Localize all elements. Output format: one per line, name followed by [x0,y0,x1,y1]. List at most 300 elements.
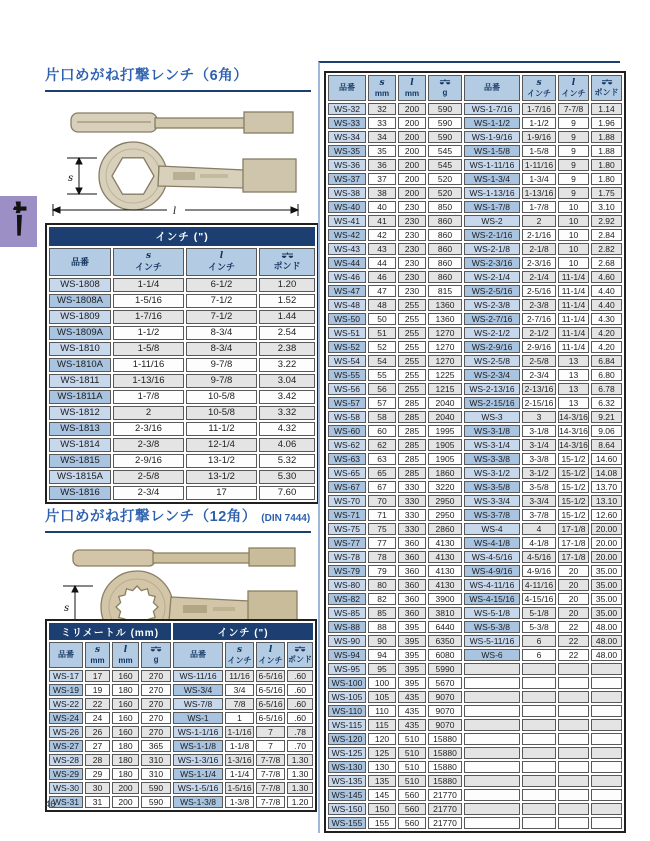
value-cell: 200 [398,145,426,157]
value-cell: 4.40 [591,285,622,297]
section-title-hex-text: 片口めがね打撃レンチ（6角） [45,68,249,84]
part-number-cell: WS-4 [464,523,520,535]
value-cell: 42 [368,229,396,241]
value-cell: 200 [398,131,426,143]
col-header-weight-g: g [141,642,171,668]
value-cell: 2-5/8 [522,355,556,367]
value-cell: 48.00 [591,649,622,661]
value-cell: .60 [287,712,313,724]
value-cell: 135 [368,775,396,787]
value-cell: 10-5/8 [186,406,257,420]
value-cell [522,691,556,703]
value-cell: 17-1/8 [558,523,589,535]
value-cell: 2.92 [591,215,622,227]
value-cell: 230 [398,271,426,283]
part-number-cell: WS-1813 [49,422,111,436]
value-cell: 21770 [428,803,462,815]
table-row [328,691,622,703]
table-row [328,621,622,633]
value-cell: 3220 [428,481,462,493]
value-cell: 17 [85,670,110,682]
value-cell [522,677,556,689]
table-row [49,470,315,484]
part-number-cell: WS-3 [464,411,520,423]
value-cell: 2040 [428,397,462,409]
part-number-cell: WS-1815A [49,470,111,484]
value-cell: 71 [368,509,396,521]
col-header-weight-g: g [428,75,462,101]
part-number-cell: WS-79 [328,565,366,577]
value-cell: 13-1/2 [186,470,257,484]
part-number-cell: WS-115 [328,719,366,731]
value-cell: 3-3/8 [522,453,556,465]
value-cell: 4.20 [591,327,622,339]
value-cell: 7 [256,740,285,752]
table-row [328,341,622,353]
value-cell: 35 [368,145,396,157]
value-cell [558,705,589,717]
part-number-cell [464,691,520,703]
value-cell: 11-1/2 [186,422,257,436]
part-number-cell: WS-105 [328,691,366,703]
twelve-table-wrap [45,619,311,812]
value-cell: 1-5/16 [225,782,254,794]
table-row [328,215,622,227]
value-cell [522,775,556,787]
value-cell: 330 [398,523,426,535]
part-number-cell: WS-62 [328,439,366,451]
value-cell: 510 [398,761,426,773]
value-cell: 1995 [428,425,462,437]
value-cell: 11/16 [225,670,254,682]
table-row [49,326,315,340]
part-number-cell: WS-1816 [49,486,111,500]
value-cell [558,747,589,759]
value-cell: 4-9/16 [522,565,556,577]
twelve-point-table [45,619,317,812]
value-cell: 17-1/8 [558,537,589,549]
value-cell: 10-5/8 [186,390,257,404]
value-cell: 435 [398,719,426,731]
value-cell: 255 [398,327,426,339]
value-cell: 13.70 [591,481,622,493]
value-cell: 4130 [428,565,462,577]
value-cell: 2860 [428,523,462,535]
value-cell: 105 [368,691,396,703]
value-cell: 435 [398,691,426,703]
table-row [49,342,315,356]
part-number-cell: WS-27 [49,740,83,752]
value-cell [558,719,589,731]
part-number-cell: WS-3-7/8 [464,509,520,521]
value-cell: 77 [368,537,396,549]
value-cell: 2 [113,406,184,420]
value-cell: 20 [558,579,589,591]
table-row [328,229,622,241]
value-cell: 2-5/16 [522,285,556,297]
part-number-cell: WS-4-9/16 [464,565,520,577]
table-row [328,369,622,381]
part-number-cell: WS-120 [328,733,366,745]
part-number-cell: WS-26 [49,726,83,738]
col-header-l-mm: l mm [398,75,426,101]
value-cell: 1-1/16 [225,726,254,738]
value-cell: 9 [558,187,589,199]
value-cell: 1.44 [259,310,315,324]
value-cell: 4.20 [591,341,622,353]
hex-wrench-illustration [45,98,311,220]
value-cell: 3900 [428,593,462,605]
part-number-cell: WS-71 [328,509,366,521]
value-cell: 230 [398,229,426,241]
part-number-cell: WS-2-9/16 [464,341,520,353]
value-cell [591,747,622,759]
part-number-cell: WS-145 [328,789,366,801]
din-standard-label: (DIN 7444) [261,513,311,524]
value-cell: 1-1/4 [113,278,184,292]
table-row [328,719,622,731]
col-header-l-inch: l インチ [256,642,285,668]
value-cell: 2-3/8 [113,438,184,452]
table-row [328,355,622,367]
value-cell [558,733,589,745]
value-cell: 4 [522,523,556,535]
value-cell: 27 [85,740,110,752]
value-cell: 6-1/2 [186,278,257,292]
value-cell: 9-7/8 [186,358,257,372]
value-cell: 13 [558,355,589,367]
value-cell: 2.54 [259,326,315,340]
part-number-cell: WS-4-15/16 [464,593,520,605]
value-cell: 1-1/2 [522,117,556,129]
part-number-cell: WS-1-3/4 [464,173,520,185]
value-cell: 7-7/8 [558,103,589,115]
part-number-cell: WS-155 [328,817,366,829]
part-number-cell [464,663,520,675]
part-number-cell: WS-82 [328,593,366,605]
part-number-cell: WS-3-3/4 [464,495,520,507]
part-number-cell: WS-58 [328,411,366,423]
part-number-cell: WS-1810A [49,358,111,372]
part-number-cell: WS-94 [328,649,366,661]
weight-scale-icon [142,646,170,655]
value-cell: 1-3/8 [225,796,254,808]
value-cell: 3-7/8 [522,509,556,521]
value-cell: 560 [398,789,426,801]
part-number-cell: WS-51 [328,327,366,339]
value-cell: 7 [256,726,285,738]
value-cell: 200 [398,173,426,185]
value-cell: 4.60 [591,271,622,283]
value-cell: 1-3/16 [225,754,254,766]
hex-inch-table [45,223,319,504]
part-number-cell: WS-55 [328,369,366,381]
value-cell: 6350 [428,635,462,647]
table-row [328,453,622,465]
value-cell: 815 [428,285,462,297]
table-row [49,406,315,420]
value-cell: 11-1/4 [558,327,589,339]
part-number-cell: WS-3-1/2 [464,467,520,479]
part-number-cell: WS-7/8 [173,698,223,710]
value-cell: 3.04 [259,374,315,388]
value-cell: 10 [558,215,589,227]
pipe-wrench-icon [9,199,29,244]
value-cell [522,747,556,759]
part-number-cell: WS-1-7/8 [464,201,520,213]
col-header-s-inch: s インチ [522,75,556,101]
value-cell [558,803,589,815]
value-cell: 200 [112,782,139,794]
value-cell: 2-13/16 [522,383,556,395]
table-row [49,358,315,372]
part-number-cell: WS-52 [328,341,366,353]
value-cell: 1360 [428,299,462,311]
value-cell: 41 [368,215,396,227]
part-number-cell: WS-1809A [49,326,111,340]
part-number-cell: WS-2-3/4 [464,369,520,381]
part-number-cell: WS-130 [328,761,366,773]
value-cell: 6.78 [591,383,622,395]
value-cell: 1.88 [591,145,622,157]
value-cell: 6-5/16 [256,670,285,682]
value-cell: 285 [398,425,426,437]
value-cell [522,705,556,717]
col-header-s-mm: s mm [368,75,396,101]
part-number-cell: WS-36 [328,159,366,171]
weight-scale-icon [260,252,314,261]
value-cell [591,761,622,773]
part-number-cell: WS-3/4 [173,684,223,696]
value-cell: 15880 [428,761,462,773]
table-row [328,187,622,199]
value-cell: 9.06 [591,425,622,437]
table-row [328,551,622,563]
value-cell: 9-7/8 [186,374,257,388]
value-cell: 3-1/8 [522,425,556,437]
value-cell: 1270 [428,341,462,353]
value-cell: .60 [287,670,313,682]
part-number-cell [464,789,520,801]
value-cell: 15-1/2 [558,467,589,479]
value-cell: 6-5/16 [256,698,285,710]
part-number-cell: WS-3-1/8 [464,425,520,437]
value-cell: 13-1/2 [186,454,257,468]
value-cell: 6 [522,635,556,647]
value-cell: 1270 [428,355,462,367]
value-cell: 590 [141,782,171,794]
part-number-cell: WS-2-1/2 [464,327,520,339]
value-cell: 115 [368,719,396,731]
part-number-cell: WS-2-1/16 [464,229,520,241]
value-cell: 1-5/16 [113,294,184,308]
value-cell: 255 [398,369,426,381]
table-row [328,579,622,591]
value-cell: 22 [558,621,589,633]
value-cell: 110 [368,705,396,717]
value-cell: 75 [368,523,396,535]
part-number-cell: WS-1-5/8 [464,145,520,157]
part-number-cell: WS-2-3/8 [464,299,520,311]
mm-unit-band: ミリメートル (mm) [49,623,171,640]
value-cell: 200 [398,187,426,199]
table-row [328,761,622,773]
value-cell: 2.68 [591,257,622,269]
value-cell: 43 [368,243,396,255]
table-row [49,712,313,724]
part-number-cell [464,677,520,689]
value-cell: 255 [398,383,426,395]
value-cell [558,691,589,703]
table-row [328,327,622,339]
value-cell: 360 [398,551,426,563]
value-cell: 1.80 [591,173,622,185]
part-number-cell: WS-135 [328,775,366,787]
part-number-cell: WS-1-3/16 [173,754,223,766]
value-cell: 1-9/16 [522,131,556,143]
value-cell: 1.88 [591,131,622,143]
part-number-cell: WS-90 [328,635,366,647]
value-cell: 35.00 [591,565,622,577]
part-number-cell: WS-1811A [49,390,111,404]
part-number-cell: WS-88 [328,621,366,633]
part-number-cell: WS-60 [328,425,366,437]
value-cell: 1360 [428,313,462,325]
value-cell: 14.60 [591,453,622,465]
value-cell: 34 [368,131,396,143]
value-cell: 1.20 [287,796,313,808]
weight-scale-icon [288,646,312,655]
part-number-cell: WS-1-3/8 [173,796,223,808]
value-cell: 1-11/16 [113,358,184,372]
dim-label-s: s [68,173,74,184]
value-cell: 35.00 [591,593,622,605]
table-row [49,698,313,710]
part-number-cell: WS-2-13/16 [464,383,520,395]
table-row [49,486,315,500]
part-number-cell: WS-1810 [49,342,111,356]
part-number-cell: WS-3-5/8 [464,481,520,493]
value-cell: 180 [112,740,139,752]
part-number-cell: WS-32 [328,103,366,115]
table-row [328,817,622,829]
table-row [49,438,315,452]
value-cell: 150 [368,803,396,815]
part-number-cell: WS-70 [328,495,366,507]
value-cell: 360 [398,537,426,549]
value-cell: 65 [368,467,396,479]
value-cell: 70 [368,495,396,507]
part-number-cell: WS-2-5/8 [464,355,520,367]
value-cell: 2-1/4 [522,271,556,283]
table-row [49,374,315,388]
part-number-cell: WS-50 [328,313,366,325]
value-cell: 12.60 [591,509,622,521]
value-cell: 40 [368,201,396,213]
table-row [328,285,622,297]
value-cell: 10 [558,201,589,213]
part-number-cell: WS-33 [328,117,366,129]
value-cell: 48 [368,299,396,311]
value-cell: 36 [368,159,396,171]
value-cell: 2-7/16 [522,313,556,325]
value-cell: 30 [85,782,110,794]
value-cell: 4.30 [591,313,622,325]
table-row [328,397,622,409]
value-cell: 90 [368,635,396,647]
table-row [49,684,313,696]
part-number-cell: WS-95 [328,663,366,675]
value-cell: 395 [398,649,426,661]
table-row [49,390,315,404]
part-number-cell: WS-5-11/16 [464,635,520,647]
part-number-cell: WS-24 [49,712,83,724]
table-row [49,454,315,468]
value-cell: 3-1/2 [522,467,556,479]
value-cell: 14-3/16 [559,411,588,422]
value-cell: .78 [287,726,313,738]
value-cell: 10 [558,257,589,269]
value-cell: 6-5/16 [256,712,285,724]
value-cell: 46 [368,271,396,283]
col-header-part-inch: 品番 [173,642,223,668]
part-number-cell: WS-1808 [49,278,111,292]
table-row [328,537,622,549]
ws-mm-inch-table [324,71,626,833]
value-cell: 6.84 [591,355,622,367]
value-cell: 7-7/8 [256,768,285,780]
part-number-cell: WS-1-1/2 [464,117,520,129]
value-cell: .60 [287,698,313,710]
value-cell: 4.40 [591,299,622,311]
value-cell: 15-1/2 [558,495,589,507]
col-header-part: 品番 [328,75,366,101]
dim-label-l: l [173,206,177,217]
value-cell [522,663,556,675]
value-cell [591,719,622,731]
value-cell: 160 [112,712,139,724]
value-cell: 1905 [428,439,462,451]
part-number-cell: WS-1-1/4 [173,768,223,780]
table-row [328,243,622,255]
value-cell: 1.96 [591,117,622,129]
part-number-cell: WS-1 [173,712,223,724]
value-cell: 11-1/4 [558,341,589,353]
table-row [328,635,622,647]
inch-unit-band: インチ (") [173,623,313,640]
part-number-cell: WS-2-15/16 [464,397,520,409]
value-cell: 5670 [428,677,462,689]
col-header-l-mm: l mm [112,642,139,668]
value-cell: 5-1/8 [522,607,556,619]
value-cell: 15-1/2 [558,481,589,493]
table-row [328,103,622,115]
value-cell: 2-1/16 [522,229,556,241]
value-cell: 12-1/4 [186,438,257,452]
value-cell: 860 [428,243,462,255]
part-number-cell: WS-37 [328,173,366,185]
part-number-cell: WS-38 [328,187,366,199]
value-cell: 24 [85,712,110,724]
value-cell: 1-7/16 [113,310,184,324]
value-cell [522,803,556,815]
value-cell: 2-1/2 [522,327,556,339]
part-number-cell: WS-67 [328,481,366,493]
value-cell [591,677,622,689]
value-cell: 1-7/16 [522,103,556,115]
part-number-cell: WS-46 [328,271,366,283]
value-cell: 21770 [428,817,462,829]
